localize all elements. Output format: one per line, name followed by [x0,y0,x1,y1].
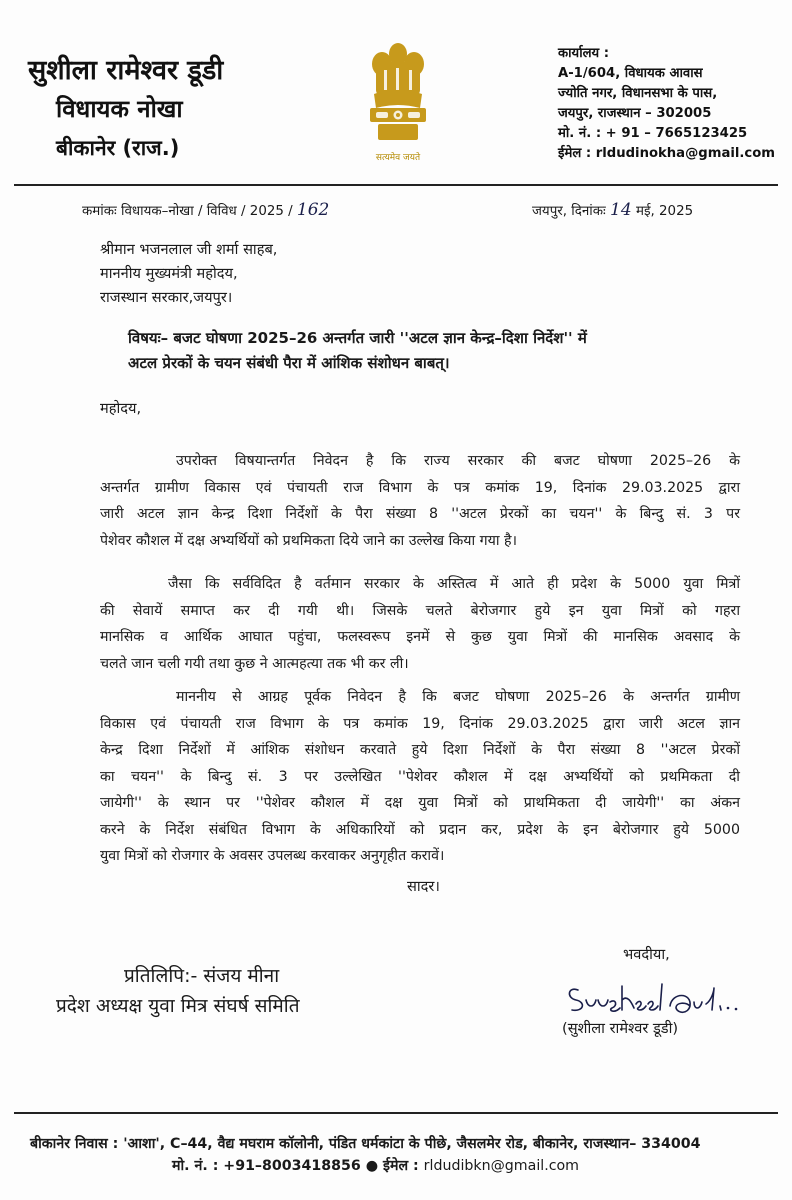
signatory-name: (सुशीला रामेश्वर डूडी) [562,1020,679,1037]
paragraph-line: करने के निर्देश संबंधित विभाग के अधिकारियों को प्रदान कर, प्रदेश के इन बेरोजगार हुये 5000 [100,821,740,838]
date-handwritten-day: 14 [610,200,632,220]
paragraph-2 [100,571,740,677]
paragraph-line: विकास एवं पंचायती राज विभाग के पत्र कमांक 19, दिनांक 29.03.2025 द्वारा जारी अटल ज्ञान [100,715,740,732]
national-emblem-icon [360,38,436,166]
copy-to-line-2: प्रदेश अध्यक्ष युवा मित्र संघर्ष समिति [56,995,300,1017]
subject-line-1: विषयः– बजट घोषणा 2025–26 अन्तर्गत जारी ''अटल ज्ञान केन्द्र–दिशा निर्देश'' में [128,329,587,347]
paragraph-line: जारी अटल ज्ञान केन्द्र दिशा निर्देशों के पैरा संख्या 8 ''अटल प्रेरकों का चयन'' के बिन्दु सं. 3 पर [100,506,740,522]
reference-handwritten-number: 162 [296,200,330,220]
addressee-line-1: श्रीमान भजनलाल जी शर्मा साहब, [100,241,278,258]
paragraph-line: माननीय से आग्रह पूर्वक निवेदन है कि बजट घोषणा 2025–26 के अन्तर्गत ग्रामीण [176,689,740,705]
office-mobile: मो. नं. : + 91 – 7665123425 [558,126,748,141]
addressee-line-2: माननीय मुख्यमंत्री महोदय, [100,265,238,282]
paragraph-line: चलते जान चली गयी तथा कुछ ने आत्महत्या तक भी कर ली। [100,655,409,672]
mla-designation: विधायक नोखा [56,95,183,123]
handwritten-signature [564,976,744,1020]
header-divider [14,184,778,186]
reference-number [82,200,329,220]
footer-divider [14,1112,778,1114]
date-suffix: मई, 2025 [635,204,694,219]
footer-contact [172,1156,579,1175]
mla-city: बीकानेर (राज.) [56,136,180,160]
closing-text: सादर। [407,878,440,895]
paragraph-line: पेशेवर कौशल में दक्ष अभ्यर्थियों को प्रथमिकता दिये जाने का उल्लेख किया गया है। [100,532,517,549]
paragraph-line: युवा मित्रों को रोजगार के अवसर उपलब्ध करवाकर अनुगृहीत करावें। [100,848,445,864]
paragraph-line: उपरोक्त विषयान्तर्गत निवेदन है कि राज्य सरकार की बजट घोषणा 2025–26 के [176,453,740,469]
footer-email-label: ● ईमेल : [365,1158,419,1174]
paragraph-line: अन्तर्गत ग्रामीण विकास एवं पंचायती राज विभाग के पत्र कमांक 19, दिनांक 29.03.2025 द्वारा [100,479,740,496]
office-title: कार्यालय : [558,46,610,61]
salutation: महोदय, [100,400,142,417]
paragraph-line: की सेवायें समाप्त कर दी गयी थी। जिसके चलते बेरोजगार हुये इन युवा मित्रों को गहरा [100,602,740,619]
subject-block [128,326,738,376]
mla-name: सुशीला रामेश्वर डूडी [28,55,224,86]
paragraph-line: केन्द्र दिशा निर्देशों में आंशिक संशोधन करवाते हुये दिशा निर्देशों के पैरा संख्या 8 ''अटल प्रेरकों [100,742,740,758]
paragraph-3 [100,684,740,870]
paragraph-line: का चयन'' के बिन्दु सं. 3 पर उल्लेखित ''पेशेवर कौशल में दक्ष अभ्यर्थियों को प्रथमिकता दी [100,768,740,785]
addressee-block [100,238,277,310]
office-line-3: जयपुर, राजस्थान – 302005 [558,106,712,121]
date-prefix: जयपुर, दिनांकः [532,204,606,219]
addressee-line-3: राजस्थान सरकार,जयपुर। [100,289,233,306]
subject-line-2: अटल प्रेरकों के चयन संबंधी पैरा में आंशिक संशोधन बाबत्। [128,354,450,372]
footer-mobile: मो. नं. : +91–8003418856 [172,1158,361,1174]
footer-email: rldudibkn@gmail.com [423,1158,580,1174]
letter-date [532,200,693,220]
copy-to-line-1: प्रतिलिपि:- संजय मीना [124,965,280,987]
paragraph-line: मानसिक व आर्थिक आघात पहुंचा, फलस्वरूप इनमें से कुछ युवा मित्रों की मानसिक अवसाद के [100,629,740,645]
paragraph-line: जायेगी'' के स्थान पर ''पेशेवर कौशल में दक्ष युवा मित्रों को प्राथमिकता दी जायेगी'' का अंकन [100,795,740,811]
footer-residence: बीकानेर निवास : 'आशा', C–44, वैद्य मघराम कॉलोनी, पंडित धर्मकांटा के पीछे, जैसलमेर रोड, बीकानेर, राजस्थान– 334004 [30,1136,701,1152]
office-line-1: A-1/604, विधायक आवास [558,66,703,81]
emblem-motto: सत्यमेव जयते [375,153,421,163]
office-line-2: ज्योति नगर, विधानसभा के पास, [558,86,718,101]
paragraph-line: जैसा कि सर्वविदित है वर्तमान सरकार के अस्तित्व में आते ही प्रदेश के 5000 युवा मित्रों [168,576,740,592]
reference-prefix: कमांकः विधायक–नोखा / विविध / 2025 / [82,204,293,219]
paragraph-1 [100,448,740,554]
regards-text: भवदीया, [623,946,670,963]
office-address [558,44,788,164]
office-email: ईमेल : rldudinokha@gmail.com [558,146,776,161]
